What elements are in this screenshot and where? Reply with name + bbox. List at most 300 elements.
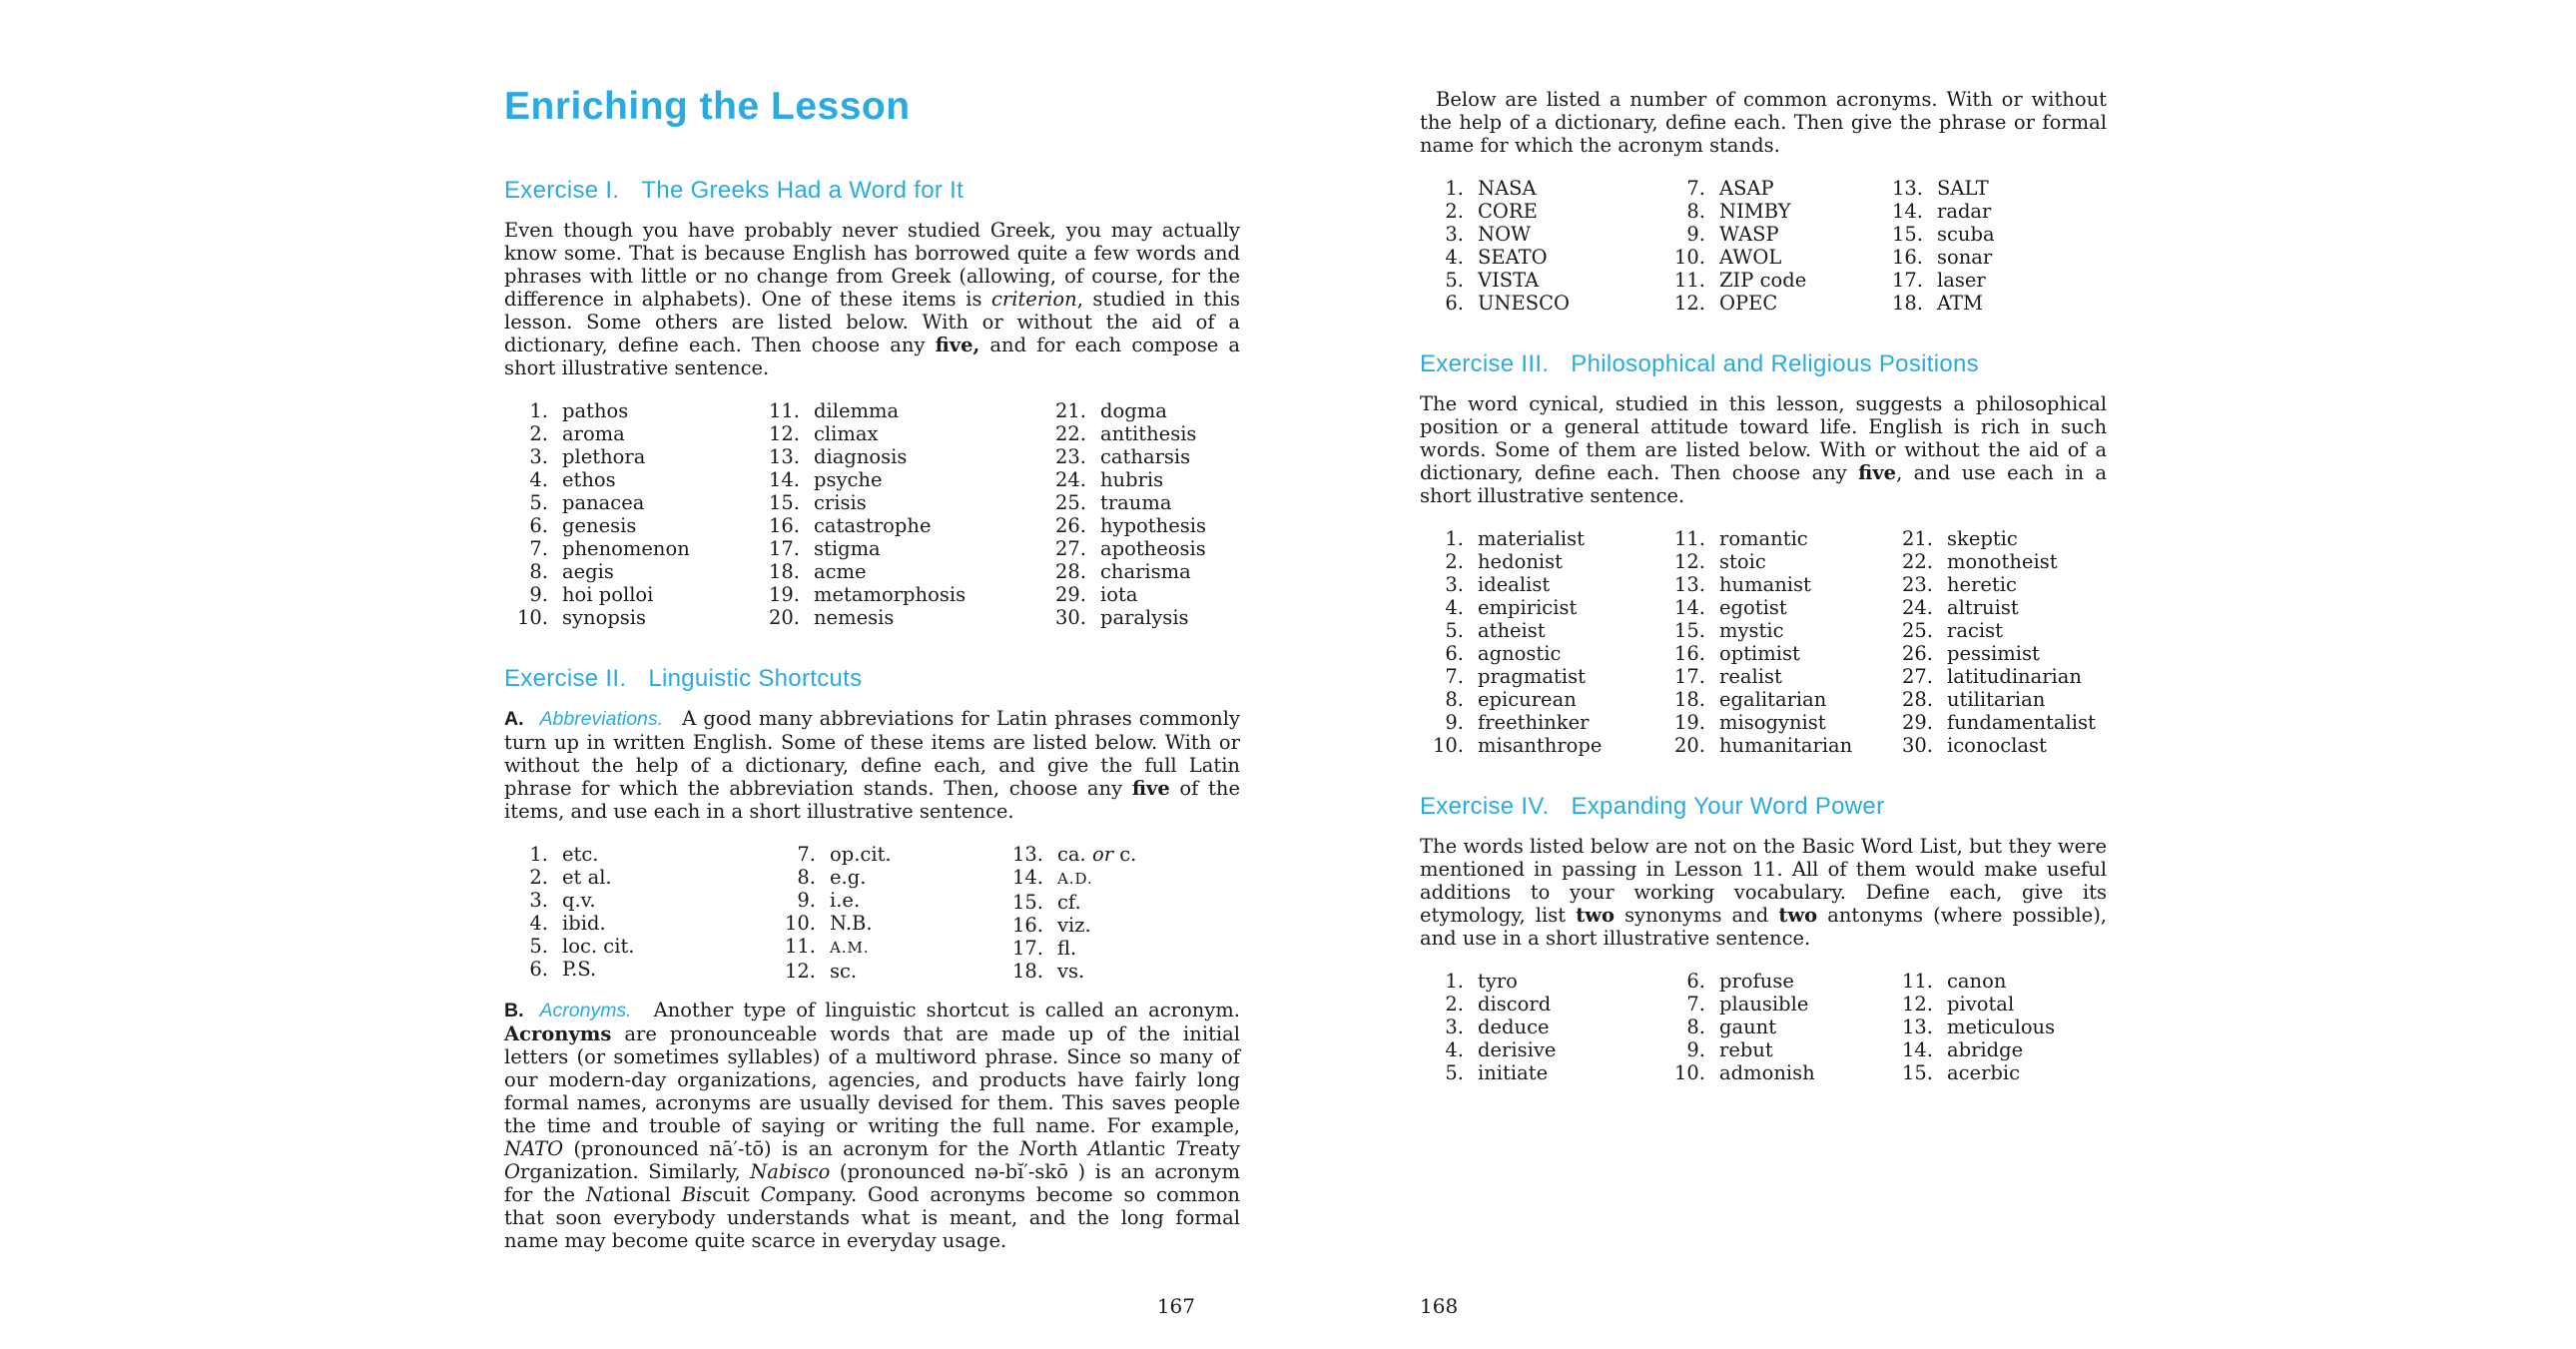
exercise-title: Philosophical and Religious Positions [1571, 350, 1979, 377]
list-item [999, 960, 1240, 983]
item-number: 11. [768, 399, 800, 422]
item-number: 19. [768, 583, 800, 606]
item-word: pessimist [1947, 642, 2040, 665]
item-word [830, 935, 869, 960]
list-column [756, 399, 1042, 629]
list-item [1042, 468, 1240, 491]
list-item [1042, 537, 1240, 560]
list-column [504, 399, 756, 629]
list-item [1420, 292, 1661, 315]
list-item [1420, 734, 1661, 757]
text-segment: NATO [504, 1137, 564, 1160]
paragraph [1420, 392, 2114, 507]
item-number: 5. [1445, 619, 1464, 642]
text-segment: A.D. [1057, 870, 1093, 888]
list-item [1661, 619, 1889, 642]
item-number: 21. [1901, 527, 1933, 550]
list-item [1889, 527, 2107, 550]
item-word: SALT [1937, 177, 1989, 200]
item-word: initiate [1478, 1061, 1549, 1084]
paragraph [1420, 88, 2114, 157]
list-item [504, 843, 772, 866]
list-item [1420, 619, 1661, 642]
text-segment: criterion [990, 288, 1077, 311]
list-item [504, 399, 756, 422]
list-item [1042, 491, 1240, 514]
item-number: 15. [1011, 891, 1043, 914]
list-item [1420, 223, 1661, 246]
item-word: freethinker [1478, 711, 1590, 734]
item-word: apotheosis [1100, 537, 1206, 560]
item-word: panacea [562, 491, 645, 514]
list-item [1420, 200, 1661, 223]
item-word: acme [814, 560, 867, 583]
list-item [504, 422, 756, 445]
item-word: egalitarian [1719, 688, 1827, 711]
item-word: loc. cit. [562, 935, 635, 958]
item-word: i.e. [830, 889, 861, 912]
text-segment: five, [935, 334, 980, 356]
list-item [1042, 606, 1240, 629]
list-item [999, 843, 1240, 866]
item-word: ethos [562, 468, 616, 491]
item-word: ibid. [562, 912, 606, 935]
list-column [504, 843, 772, 983]
item-word: agnostic [1478, 642, 1562, 665]
list-item [772, 935, 999, 960]
item-word: NOW [1478, 223, 1532, 246]
item-word: viz. [1057, 914, 1091, 937]
page-number-right: 168 [1420, 1294, 1459, 1318]
item-word: dilemma [814, 399, 900, 422]
list-item [756, 560, 1042, 583]
item-word: humanitarian [1719, 734, 1853, 757]
item-number: 11. [784, 935, 816, 958]
item-number: 15. [768, 491, 800, 514]
item-number: 28. [1054, 560, 1086, 583]
list-item [772, 866, 999, 889]
item-number: 8. [1445, 688, 1464, 711]
item-number: 16. [768, 514, 800, 537]
item-number: 10. [1432, 734, 1464, 757]
item-number: 14. [1901, 1038, 1933, 1061]
item-word: crisis [814, 491, 867, 514]
list-item [1420, 177, 1661, 200]
item-word: discord [1478, 993, 1552, 1015]
item-number: 7. [529, 537, 548, 560]
item-word: romantic [1719, 527, 1808, 550]
item-number: 1. [1445, 527, 1464, 550]
item-number: 16. [1673, 642, 1705, 665]
list-item [1420, 642, 1661, 665]
item-number: 14. [1011, 866, 1043, 889]
list-item [772, 960, 999, 983]
text-segment: of the items, and use each in a short illustrative sentence. [504, 777, 1247, 823]
item-word: canon [1947, 970, 2007, 993]
list-item [1879, 200, 2107, 223]
item-number: 8. [1686, 200, 1705, 223]
item-number: 21. [1054, 399, 1086, 422]
paragraph [504, 999, 1247, 1252]
item-number: 4. [1445, 1038, 1464, 1061]
list-item [1661, 550, 1889, 573]
item-number: 4. [529, 468, 548, 491]
exercise-heading [1420, 350, 2107, 378]
item-word: trauma [1100, 491, 1172, 514]
item-number: 6. [1445, 292, 1464, 315]
list-item [504, 445, 756, 468]
list-item [1042, 560, 1240, 583]
list-item [1889, 642, 2107, 665]
list-item [1042, 399, 1240, 422]
text-segment: (pronounced nə-bĭ′-skō ) is an acronym for the [504, 1160, 1247, 1206]
exercise-heading [504, 177, 1240, 205]
item-word: heretic [1947, 573, 2017, 596]
item-word: sonar [1937, 246, 1993, 269]
item-number: 12. [1901, 993, 1933, 1015]
item-number: 1. [1445, 177, 1464, 200]
list-item [1042, 445, 1240, 468]
item-number: 25. [1054, 491, 1086, 514]
item-word [1057, 843, 1136, 866]
item-word: P.S. [562, 958, 597, 981]
list-column [1889, 970, 2107, 1084]
item-number: 9. [1445, 711, 1464, 734]
item-word: utilitarian [1947, 688, 2046, 711]
list-item [504, 866, 772, 889]
item-word: rebut [1719, 1038, 1773, 1061]
item-number: 20. [1673, 734, 1705, 757]
text-segment: are pronounceable words that are made up of the initial letters (or sometimes syllables) of a multiword phrase. Since so many of our modern-day organizations, agencies, and products have fairly long formal names, acronyms are usually devised for them. This saves people the time and trouble of saying or writing the full name. For example, [504, 1022, 1247, 1137]
item-word: ASAP [1719, 177, 1774, 200]
list-item [1879, 246, 2107, 269]
item-word: hypothesis [1100, 514, 1206, 537]
paragraph [504, 707, 1247, 823]
text-segment: Another type of linguistic shortcut is called an acronym. [643, 999, 1247, 1021]
exercise-label: Exercise I. [504, 177, 620, 204]
item-number: 23. [1054, 445, 1086, 468]
list-item [1420, 970, 1661, 993]
text-segment: Nabisco [750, 1160, 831, 1183]
item-number: 13. [768, 445, 800, 468]
item-word: OPEC [1719, 292, 1778, 315]
list-item [1889, 711, 2107, 734]
page-number-left: 167 [1156, 1294, 1195, 1318]
list-item [1661, 292, 1879, 315]
paragraph [504, 219, 1247, 379]
item-number: 1. [1445, 970, 1464, 993]
item-number: 8. [1686, 1015, 1705, 1038]
text-segment: B. [504, 1000, 524, 1021]
item-word: optimist [1719, 642, 1800, 665]
item-number: 11. [1673, 269, 1705, 292]
item-word: pathos [562, 399, 629, 422]
list-item [1889, 993, 2107, 1015]
list-column [1661, 970, 1889, 1084]
item-number: 5. [529, 935, 548, 958]
list-item [1889, 619, 2107, 642]
item-number: 3. [1445, 573, 1464, 596]
item-number: 13. [1673, 573, 1705, 596]
item-number: 4. [1445, 596, 1464, 619]
item-word: latitudinarian [1947, 665, 2082, 688]
item-number: 2. [529, 866, 548, 889]
item-word: charisma [1100, 560, 1191, 583]
item-number: 17. [1011, 937, 1043, 960]
item-word: paralysis [1100, 606, 1189, 629]
list-item [1889, 734, 2107, 757]
text-segment: Abbreviations. [539, 708, 664, 730]
list-item [1661, 177, 1879, 200]
item-number: 8. [529, 560, 548, 583]
list-column [1420, 970, 1661, 1084]
item-word: op.cit. [830, 843, 892, 866]
list-item [1889, 596, 2107, 619]
item-word: idealist [1478, 573, 1551, 596]
item-word: NIMBY [1719, 200, 1791, 223]
list-item [504, 912, 772, 935]
text-segment: ca. [1057, 843, 1092, 866]
list-item [1661, 711, 1889, 734]
text-segment: tlantic [1102, 1137, 1176, 1160]
list-item [1661, 970, 1889, 993]
item-word: empiricist [1478, 596, 1578, 619]
list-item [1420, 1038, 1661, 1061]
list-item [1879, 292, 2107, 315]
item-word: VISTA [1478, 269, 1540, 292]
text-segment: A [1087, 1137, 1103, 1160]
item-word: climax [814, 422, 879, 445]
item-word: WASP [1719, 223, 1779, 246]
list-item [756, 514, 1042, 537]
text-segment: c. [1113, 843, 1137, 866]
item-word: genesis [562, 514, 637, 537]
item-word: q.v. [562, 889, 596, 912]
word-power-list [1420, 970, 2107, 1084]
text-segment: Below are listed a number of common acronyms. With or without the help of a dictionary, define each. Then give the phrase or formal name for which the acronym stands. [1420, 88, 2114, 157]
item-word: misogynist [1719, 711, 1826, 734]
list-item [1042, 583, 1240, 606]
text-segment: synonyms and [1614, 904, 1779, 927]
item-number: 12. [1673, 550, 1705, 573]
item-word: catharsis [1100, 445, 1191, 468]
item-number: 19. [1673, 711, 1705, 734]
item-number: 25. [1901, 619, 1933, 642]
item-word [1057, 866, 1093, 891]
item-word: aegis [562, 560, 614, 583]
item-word: humanist [1719, 573, 1811, 596]
text-segment: and for each compose a short illustrative sentence. [504, 334, 1247, 379]
list-item [504, 537, 756, 560]
list-item [1420, 550, 1661, 573]
item-number: 7. [1445, 665, 1464, 688]
text-segment: Co [760, 1183, 788, 1206]
item-word: stigma [814, 537, 881, 560]
right-page [1420, 88, 2114, 1100]
list-item [1420, 1015, 1661, 1038]
exercise-label: Exercise III. [1420, 350, 1550, 377]
list-item [1889, 665, 2107, 688]
list-item [1420, 596, 1661, 619]
item-number: 7. [797, 843, 816, 866]
item-number: 15. [1901, 1061, 1933, 1084]
item-word: profuse [1719, 970, 1794, 993]
text-segment: orth [1036, 1137, 1088, 1160]
list-item [1420, 269, 1661, 292]
text-segment: , studied in this lesson. Some others are listed below. With or without the aid of a dictionary, define each. Then choose any [504, 288, 1247, 356]
list-item [1661, 665, 1889, 688]
list-item [1889, 1061, 2107, 1084]
text-segment: five [1858, 461, 1897, 484]
text-segment: Even though you have probably never studied Greek, you may actually know some. That is because English has borrowed quite a few words and phrases with little or no change from Greek (allowing, of course, for the difference in alphabets). One of these items is [504, 219, 1247, 311]
text-segment: or [1091, 843, 1114, 866]
item-word: SEATO [1478, 246, 1548, 269]
text-segment: , and use each in a short illustrative sentence. [1420, 461, 2114, 507]
item-number: 14. [1891, 200, 1923, 223]
list-column [1661, 177, 1879, 315]
list-item [1661, 1061, 1889, 1084]
item-number: 11. [1673, 527, 1705, 550]
item-number: 5. [529, 491, 548, 514]
list-item [1661, 246, 1879, 269]
item-word: UNESCO [1478, 292, 1570, 315]
text-segment: rganization. Similarly, [520, 1160, 751, 1183]
item-number: 3. [529, 889, 548, 912]
item-number: 7. [1686, 177, 1705, 200]
list-item [1661, 223, 1879, 246]
item-number: 18. [1891, 292, 1923, 315]
item-number: 13. [1901, 1015, 1933, 1038]
item-number: 15. [1891, 223, 1923, 246]
item-number: 20. [768, 606, 800, 629]
item-number: 13. [1011, 843, 1043, 866]
item-number: 9. [797, 889, 816, 912]
item-word: ZIP code [1719, 269, 1807, 292]
item-number: 30. [1901, 734, 1933, 757]
text-segment: tional [614, 1183, 682, 1206]
greek-word-list [504, 399, 1240, 629]
item-number: 27. [1054, 537, 1086, 560]
item-number: 14. [768, 468, 800, 491]
page-title: Enriching the Lesson [504, 85, 911, 128]
item-word: diagnosis [814, 445, 908, 468]
list-column [1420, 527, 1661, 757]
item-number: 12. [768, 422, 800, 445]
list-item [1661, 1015, 1889, 1038]
list-item [1420, 527, 1661, 550]
item-word: misanthrope [1478, 734, 1603, 757]
item-number: 14. [1673, 596, 1705, 619]
list-item [504, 606, 756, 629]
item-number: 9. [1686, 223, 1705, 246]
text-segment: five [1131, 777, 1170, 800]
item-word: aroma [562, 422, 625, 445]
text-segment: T [1175, 1137, 1189, 1160]
item-word: ATM [1937, 292, 1983, 315]
paragraph [1420, 835, 2114, 950]
item-word: materialist [1478, 527, 1585, 550]
text-segment: cuit [712, 1183, 761, 1206]
text-segment: reaty [1188, 1137, 1247, 1160]
list-item [504, 889, 772, 912]
abbreviation-list [504, 843, 1240, 983]
item-number: 24. [1054, 468, 1086, 491]
item-number: 22. [1901, 550, 1933, 573]
list-item [1420, 1061, 1661, 1084]
list-column [1661, 527, 1889, 757]
item-word: epicurean [1478, 688, 1577, 711]
item-word: deduce [1478, 1015, 1550, 1038]
page-content [504, 85, 1247, 1252]
list-item [1661, 1038, 1889, 1061]
text-segment: Acronyms. [539, 1000, 632, 1021]
list-column [772, 843, 999, 983]
list-item [504, 958, 772, 981]
text-segment: Acronyms [504, 1022, 612, 1045]
item-word: egotist [1719, 596, 1787, 619]
list-item [756, 491, 1042, 514]
list-item [1889, 1015, 2107, 1038]
item-number: 17. [768, 537, 800, 560]
text-segment: The word cynical, studied in this lesson, suggests a philosophical position or a general attitude toward life. English is rich in such words. Some of them are listed below. With or without the aid of a dictionary, define each. Then choose any [1420, 392, 2114, 484]
list-item [504, 560, 756, 583]
text-segment: Bis [681, 1183, 713, 1206]
item-number: 1. [529, 843, 548, 866]
text-segment: antonyms (where possible), and use in a short illustrative sentence. [1420, 904, 2114, 950]
list-item [1661, 642, 1889, 665]
list-item [756, 606, 1042, 629]
item-word: psyche [814, 468, 883, 491]
item-word: mystic [1719, 619, 1784, 642]
list-item [1889, 688, 2107, 711]
item-word: fundamentalist [1947, 711, 2096, 734]
item-number: 12. [1673, 292, 1705, 315]
item-number: 10. [784, 912, 816, 935]
text-segment: A.M. [830, 939, 870, 957]
list-item [504, 935, 772, 958]
item-number: 16. [1891, 246, 1923, 269]
item-number: 8. [797, 866, 816, 889]
item-number: 3. [1445, 223, 1464, 246]
item-number: 3. [1445, 1015, 1464, 1038]
item-number: 9. [1686, 1038, 1705, 1061]
list-item [1661, 734, 1889, 757]
list-item [1420, 665, 1661, 688]
item-word: N.B. [830, 912, 873, 935]
item-word: fl. [1057, 937, 1077, 960]
list-item [504, 468, 756, 491]
list-column [1889, 527, 2107, 757]
list-item [1420, 711, 1661, 734]
item-number: 6. [529, 958, 548, 981]
list-item [504, 583, 756, 606]
list-item [1879, 269, 2107, 292]
item-word: nemesis [814, 606, 895, 629]
item-number: 2. [1445, 200, 1464, 223]
item-word: racist [1947, 619, 2003, 642]
item-number: 17. [1673, 665, 1705, 688]
item-word: hoi polloi [562, 583, 654, 606]
exercise-heading [1420, 793, 2107, 821]
list-item [756, 445, 1042, 468]
list-item [756, 468, 1042, 491]
list-item [1042, 422, 1240, 445]
list-item [1879, 223, 2107, 246]
item-word: metamorphosis [814, 583, 966, 606]
item-number: 6. [1686, 970, 1705, 993]
text-segment: two [1778, 904, 1818, 927]
item-number: 22. [1054, 422, 1086, 445]
